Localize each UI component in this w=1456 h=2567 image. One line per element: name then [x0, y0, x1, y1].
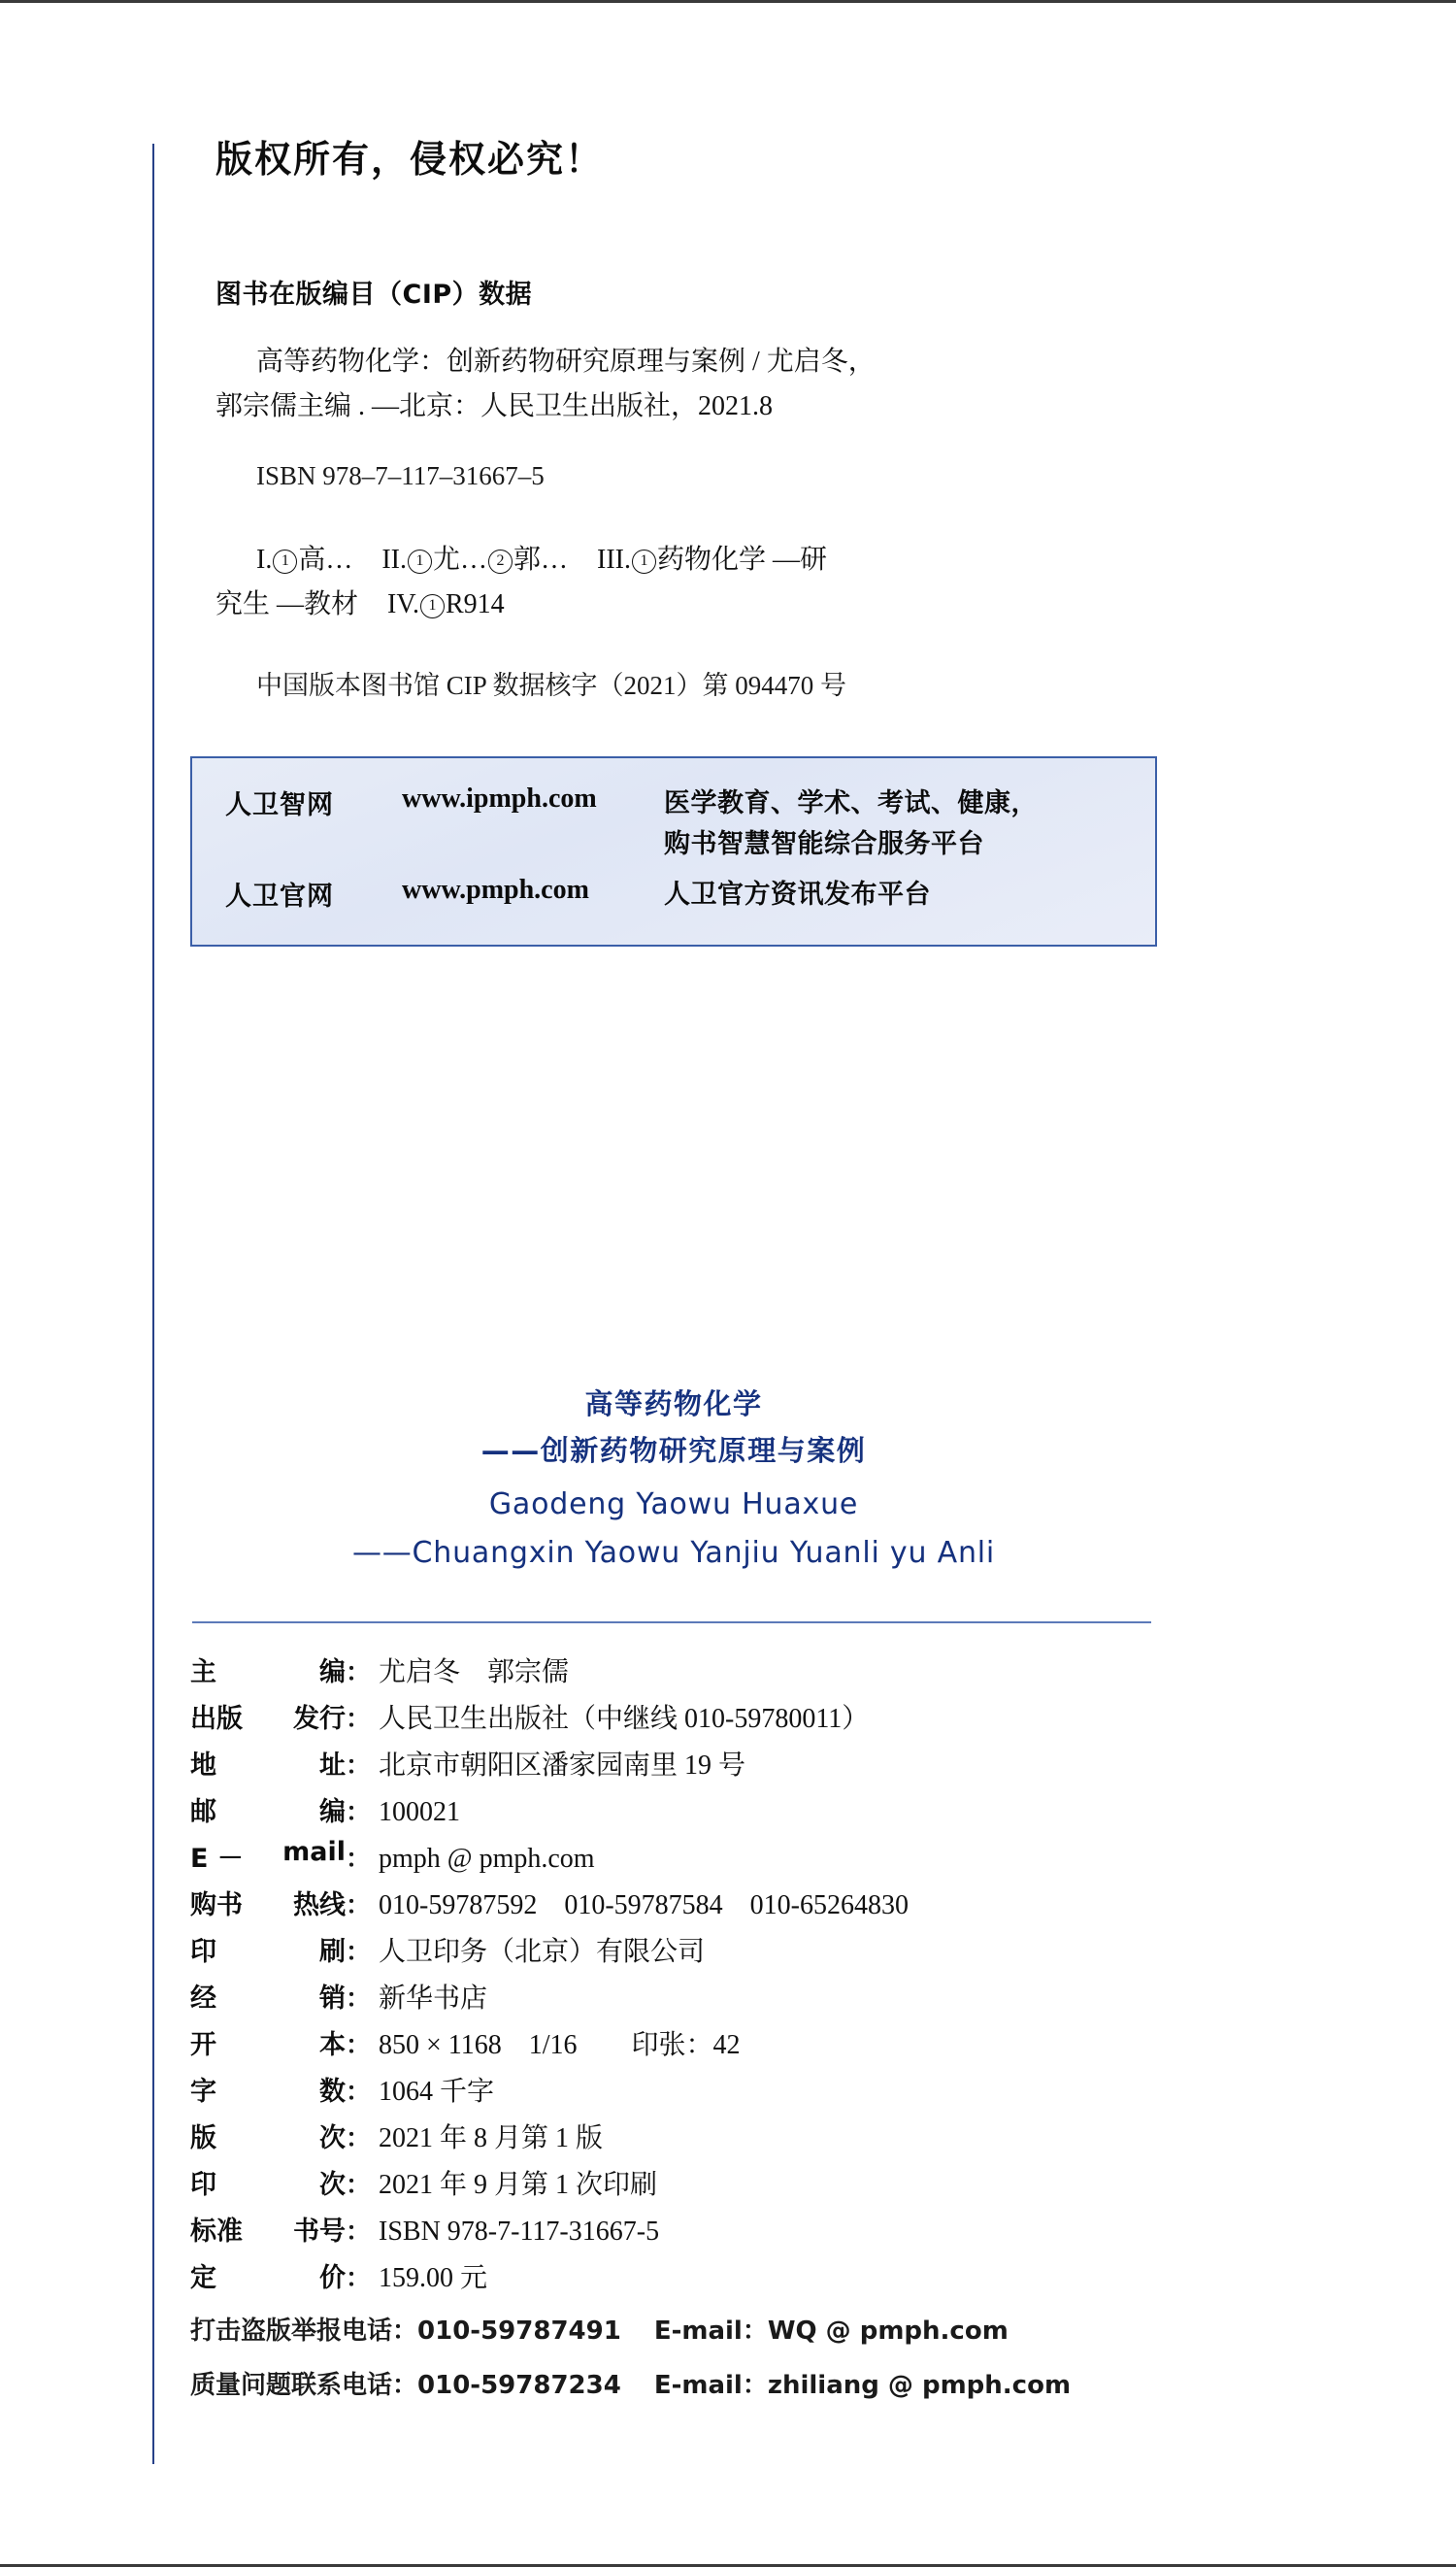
colophon-label-isbn-b: 书号	[293, 2217, 346, 2247]
circled-number-1b-icon: 1	[408, 550, 432, 574]
colophon-row-hotline	[190, 1884, 1219, 1930]
website-row-pmph	[225, 875, 1155, 916]
cip-class-roman-1: I.	[256, 545, 273, 575]
left-margin-rule	[152, 144, 154, 2464]
cip-entry-line-1	[215, 340, 1186, 384]
title-separator-rule	[192, 1621, 1151, 1623]
book-title-pinyin: Gaodeng Yaowu Huaxue	[488, 1487, 859, 1521]
quality-email-label: E-mail：	[653, 2371, 768, 2400]
colophon-value-price: 159.00 元	[379, 2263, 488, 2293]
colophon-label-edition-a: 版	[190, 2123, 216, 2153]
colophon-colon: ：	[346, 2124, 372, 2153]
colophon-value-edition: 2021 年 8 月第 1 版	[379, 2123, 604, 2153]
colophon-colon: ：	[346, 2217, 372, 2247]
circled-number-1c-icon: 1	[632, 550, 656, 574]
cip-classification	[215, 538, 1186, 627]
antipiracy-phone: 010-59787491	[417, 2317, 621, 2346]
colophon-colon: ：	[346, 1938, 372, 1967]
colophon-label-format-a: 开	[190, 2030, 216, 2060]
colophon-value-publisher: 人民卫生出版社（中继线 010-59780011）	[379, 1704, 870, 1734]
colophon-value-postcode: 100021	[379, 1797, 461, 1827]
colophon-value-printer: 人卫印务（北京）有限公司	[379, 1937, 706, 1967]
cip-class-term-4: 药物化学 —研	[657, 545, 828, 575]
colophon-colon: ：	[346, 2171, 372, 2200]
website-desc-ipmph-line-1: 医学教育、学术、考试、健康，	[664, 788, 1038, 818]
colophon-label-price-b: 价	[319, 2263, 346, 2293]
quality-label: 质量问题联系电话：	[190, 2371, 418, 2400]
colophon-label-email-a: E －	[190, 1844, 244, 1874]
colophon-row-editor	[190, 1650, 1219, 1697]
quality-phone: 010-59787234	[417, 2371, 621, 2400]
colophon-label-format-b: 本	[319, 2030, 346, 2060]
colophon-colon: ：	[346, 1751, 372, 1781]
colophon-row-format	[190, 2023, 1219, 2070]
website-url-ipmph[interactable]: www.ipmph.com	[402, 783, 597, 814]
cip-class-code: R914	[445, 589, 505, 619]
book-subtitle-pinyin: ——Chuangxin Yaowu Yanjiu Yuanli yu Anli	[351, 1536, 996, 1570]
colophon-label-hotline-a: 购书	[190, 1890, 243, 1920]
colophon-colon: ：	[346, 1891, 372, 1920]
colophon-row-wordcount	[190, 2070, 1219, 2117]
cip-entry-line-1-text: 高等药物化学：创新药物研究原理与案例 / 尤启冬，	[256, 347, 876, 377]
colophon-row-price	[190, 2256, 1219, 2303]
colophon-label-printer-b: 刷	[319, 1937, 346, 1967]
website-name-pmph: 人卫官网	[225, 882, 334, 912]
colophon-value-email[interactable]: pmph @ pmph.com	[379, 1844, 595, 1874]
colophon-colon: ：	[346, 1845, 372, 1874]
cip-entry-line-2: 郭宗儒主编 . —北京：人民卫生出版社，2021.8	[215, 391, 774, 421]
colophon-label-distributor-b: 销	[319, 1984, 346, 2014]
website-url-pmph[interactable]: www.pmph.com	[402, 875, 589, 905]
colophon-label-publisher-b: 发行	[293, 1704, 346, 1734]
colophon-row-distributor	[190, 1977, 1219, 2023]
colophon-value-printing: 2021 年 9 月第 1 次印刷	[379, 2170, 658, 2200]
colophon-colon: ：	[346, 1658, 372, 1687]
colophon-value-wordcount: 1064 千字	[379, 2077, 495, 2107]
colophon-colon: ：	[346, 1798, 372, 1827]
colophon-row-email	[190, 1837, 1219, 1884]
copyright-notice: 版权所有，侵权必究！	[215, 138, 605, 181]
circled-number-2-icon: 2	[488, 550, 513, 574]
colophon-label-address-a: 地	[190, 1750, 216, 1781]
colophon-value-format: 850 × 1168 1/16 印张：42	[379, 2030, 741, 2060]
colophon-colon: ：	[346, 2031, 372, 2060]
cip-class-term-3: 郭…	[513, 545, 569, 575]
cip-class-line-1	[215, 538, 1186, 583]
colophon-label-wordcount-b: 数	[319, 2077, 346, 2107]
website-desc-ipmph	[664, 783, 1038, 865]
antipiracy-email[interactable]: WQ @ pmph.com	[767, 2317, 1009, 2346]
website-desc-ipmph-line-2: 购书智慧智能综合服务平台	[664, 829, 984, 859]
website-name-ipmph: 人卫智网	[225, 790, 334, 820]
colophon-label-email-b: mail	[282, 1837, 346, 1867]
colophon-label-isbn-a: 标准	[190, 2217, 243, 2247]
colophon-value-editor: 尤启冬 郭宗儒	[379, 1657, 570, 1687]
colophon-row-quality	[190, 2365, 1219, 2412]
colophon-label-publisher-a: 出版	[190, 1704, 243, 1734]
colophon-label-printer-a: 印	[190, 1937, 216, 1967]
antipiracy-email-label: E-mail：	[653, 2317, 768, 2346]
colophon-row-antipiracy	[190, 2311, 1219, 2357]
colophon-row-address	[190, 1744, 1219, 1790]
colophon-value-isbn: ISBN 978-7-117-31667-5	[379, 2217, 660, 2247]
colophon-label-editor-a: 主	[190, 1657, 216, 1687]
cip-class-roman-2: II.	[381, 545, 407, 575]
colophon-row-edition	[190, 2117, 1219, 2163]
colophon-colon: ：	[346, 2078, 372, 2107]
publisher-websites-box	[190, 756, 1157, 947]
book-title-block	[190, 1382, 1157, 1578]
colophon-row-printer	[190, 1930, 1219, 1977]
colophon-row-publisher	[190, 1697, 1219, 1744]
colophon-colon: ：	[346, 2264, 372, 2293]
colophon-label-price-a: 定	[190, 2263, 216, 2293]
cip-class-term-2: 尤…	[433, 545, 488, 575]
book-title-chinese: 高等药物化学	[584, 1387, 763, 1420]
circled-number-1d-icon: 1	[420, 594, 445, 618]
colophon-label-printing-b: 次	[319, 2170, 346, 2200]
cip-isbn: ISBN 978–7–117–31667–5	[256, 461, 545, 490]
colophon-label-wordcount-a: 字	[190, 2077, 216, 2107]
colophon-label-printing-a: 印	[190, 2170, 216, 2200]
colophon	[190, 1650, 1219, 2412]
colophon-value-address: 北京市朝阳区潘家园南里 19 号	[379, 1750, 746, 1781]
cip-number: 中国版本图书馆 CIP 数据核字（2021）第 094470 号	[256, 671, 847, 700]
circled-number-1-icon: 1	[273, 550, 297, 574]
colophon-label-edition-b: 次	[319, 2123, 346, 2153]
colophon-row-isbn	[190, 2210, 1219, 2256]
cip-class-roman-3: III.	[597, 545, 632, 575]
colophon-row-printing	[190, 2163, 1219, 2210]
book-subtitle-chinese: ——创新药物研究原理与案例	[480, 1434, 867, 1467]
website-desc-pmph: 人卫官方资讯发布平台	[664, 880, 931, 910]
antipiracy-label: 打击盗版举报电话：	[190, 2317, 418, 2346]
colophon-label-distributor-a: 经	[190, 1984, 216, 2014]
colophon-label-address-b: 址	[319, 1750, 346, 1781]
colophon-label-hotline-b: 热线	[293, 1890, 346, 1920]
cip-entry	[215, 340, 1186, 429]
cip-block	[215, 273, 1186, 702]
colophon-label-postcode-a: 邮	[190, 1797, 216, 1827]
website-row-ipmph	[225, 783, 1155, 865]
quality-email[interactable]: zhiliang @ pmph.com	[767, 2371, 1072, 2400]
cip-class-term-5: 究生 —教材	[215, 589, 359, 619]
colophon-colon: ：	[346, 1984, 372, 2014]
cip-heading: 图书在版编目（CIP）数据	[215, 280, 533, 310]
cip-class-line-2	[215, 583, 1186, 627]
cip-class-roman-4: IV.	[387, 589, 419, 619]
colophon-label-editor-b: 编	[319, 1657, 346, 1687]
colophon-value-distributor: 新华书店	[379, 1984, 488, 2014]
colophon-colon: ：	[346, 1705, 372, 1734]
cip-class-term-1: 高…	[298, 545, 353, 575]
colophon-value-hotline: 010-59787592 010-59787584 010-65264830	[379, 1890, 909, 1920]
colophon-label-postcode-b: 编	[319, 1797, 346, 1827]
colophon-row-postcode	[190, 1790, 1219, 1837]
